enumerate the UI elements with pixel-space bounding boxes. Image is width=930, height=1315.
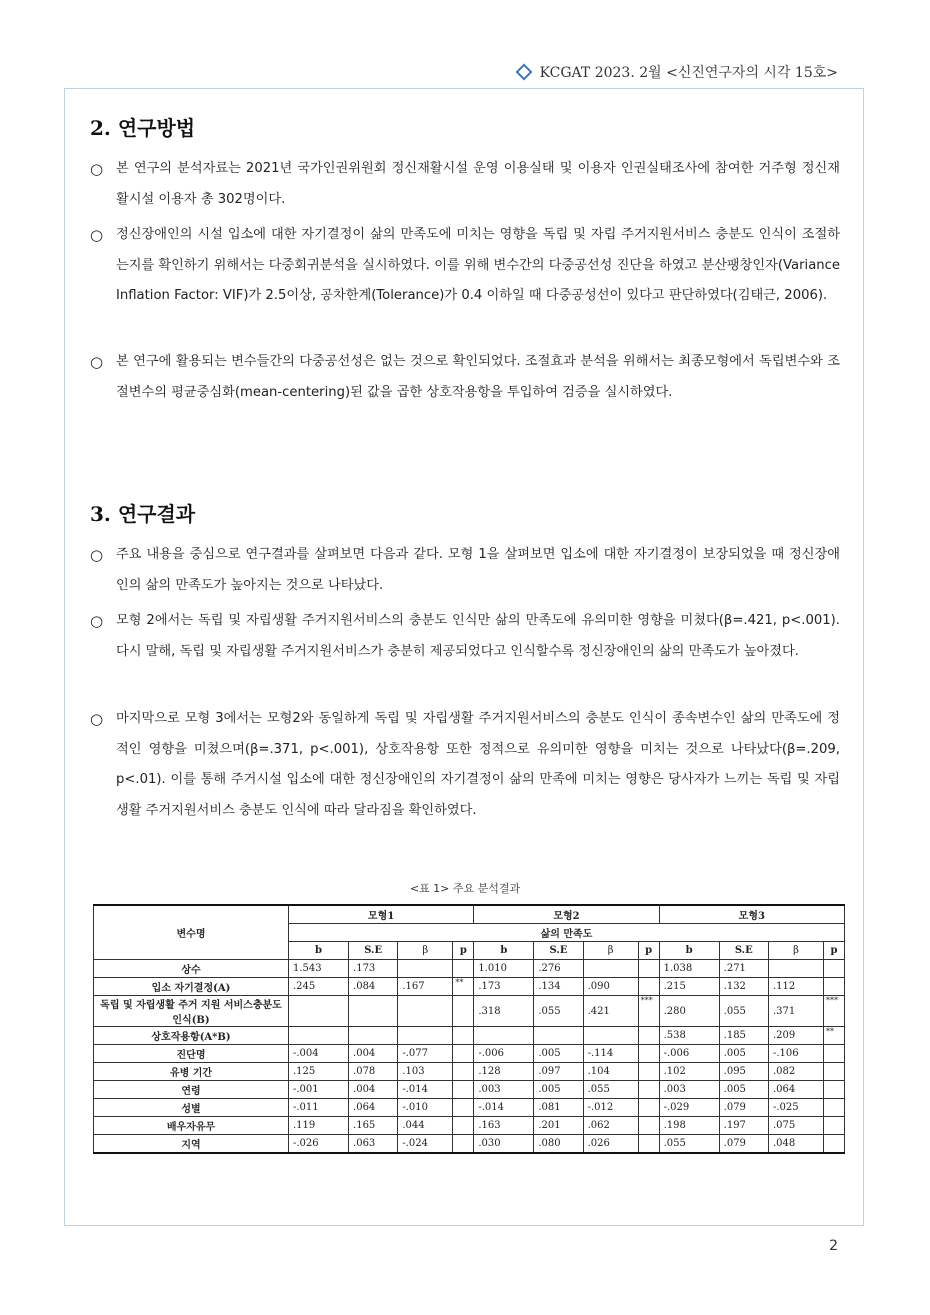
value-cell: -.006 [659,1045,719,1063]
value-cell: .080 [534,1135,583,1154]
significance-cell [453,960,474,978]
list-item [90,154,840,215]
value-cell: .084 [349,978,398,996]
list-item [90,606,840,667]
value-cell: .005 [719,1045,768,1063]
value-cell: .079 [719,1099,768,1117]
row-label: 상호작용항(A*B) [94,1027,289,1045]
row-label: 독립 및 자립생활 주거 지원 서비스충분도 인식(B) [94,996,289,1027]
column-header: S.E [719,942,768,960]
model-header: 모형1 [289,905,474,924]
column-header: p [638,942,659,960]
value-cell: .064 [349,1099,398,1117]
row-label: 배우자유무 [94,1117,289,1135]
value-cell: .090 [583,978,638,996]
value-cell [349,996,398,1027]
significance-cell [638,1081,659,1099]
significance-cell [453,996,474,1027]
value-cell: .030 [474,1135,534,1154]
model-header: 모형2 [474,905,659,924]
value-cell: .063 [349,1135,398,1154]
row-label: 진단명 [94,1045,289,1063]
value-cell [349,1027,398,1045]
significance-cell [638,978,659,996]
value-cell: .062 [583,1117,638,1135]
value-cell: .075 [768,1117,823,1135]
significance-cell [453,1117,474,1135]
row-label: 유병 기간 [94,1063,289,1081]
value-cell: .421 [583,996,638,1027]
paragraph-text: 본 연구의 분석자료는 2021년 국가인권위원회 정신재활시설 운영 이용실태 및 이용자 인권실태조사에 참여한 거주형 정신재활시설 이용자 총 302명이다. [116,161,840,207]
value-cell: .201 [534,1117,583,1135]
value-cell: .055 [719,996,768,1027]
paragraph-text: 본 연구에 활용되는 변수들간의 다중공선성은 없는 것으로 확인되었다. 조절효과 분석을 위해서는 최종모형에서 독립변수와 조절변수의 평균중심화(mean-centering)된 값을 곱한 상호작용항을 투입하여 검증을 실시하였다. [116,354,840,400]
bullet-circle-icon: ○ [90,546,104,564]
results-table [93,904,845,1154]
column-header: β [583,942,638,960]
value-cell: .005 [534,1081,583,1099]
table-row [94,1081,845,1099]
significance-cell [824,1063,845,1081]
value-cell: .055 [534,996,583,1027]
value-cell [534,1027,583,1045]
var-header: 변수명 [94,905,289,960]
value-cell: -.011 [289,1099,349,1117]
diamond-icon [515,64,532,81]
value-cell: -.014 [398,1081,453,1099]
header-text: KCGAT 2023. 2월 <신진연구자의 시각 15호> [539,65,838,81]
significance-cell [638,1099,659,1117]
value-cell: .209 [768,1027,823,1045]
paragraph-text: 모형 2에서는 독립 및 자립생활 주거지원서비스의 충분도 인식만 삶의 만족도에 유의미한 영향을 미쳤다(β=.421, p<.001). 다시 말해, 독립 및 자립생활 주거지원서비스가 충분히 제공되었다고 인식할수록 정신장애인의 삶의 만족도가 높아졌다. [116,613,840,659]
value-cell [583,1027,638,1045]
row-label: 성별 [94,1099,289,1117]
model-header: 모형3 [659,905,844,924]
value-cell: .078 [349,1063,398,1081]
row-label: 상수 [94,960,289,978]
value-cell: -.077 [398,1045,453,1063]
column-header: β [398,942,453,960]
value-cell [289,1027,349,1045]
value-cell: .055 [583,1081,638,1099]
row-label: 입소 자기결정(A) [94,978,289,996]
value-cell [768,960,823,978]
significance-cell [638,1027,659,1045]
value-cell: -.106 [768,1045,823,1063]
value-cell: 1.038 [659,960,719,978]
list-item [90,704,840,826]
significance-cell [638,1135,659,1154]
value-cell: .125 [289,1063,349,1081]
value-cell: .119 [289,1117,349,1135]
bullet-circle-icon: ○ [90,160,104,178]
column-header: β [768,942,823,960]
significance-cell [453,1027,474,1045]
value-cell: -.025 [768,1099,823,1117]
significance-cell [824,1045,845,1063]
row-label: 연령 [94,1081,289,1099]
column-header: p [453,942,474,960]
value-cell: -.029 [659,1099,719,1117]
value-cell: .271 [719,960,768,978]
significance-cell: *** [824,996,845,1027]
list-item [90,220,840,312]
value-cell: .167 [398,978,453,996]
value-cell: .197 [719,1117,768,1135]
value-cell: -.004 [289,1045,349,1063]
value-cell: -.014 [474,1099,534,1117]
column-header: S.E [534,942,583,960]
bullet-circle-icon: ○ [90,710,104,728]
table-header-row [94,905,845,924]
significance-cell: ** [453,978,474,996]
table-caption: <표 1> 주요 분석결과 [409,882,521,895]
significance-cell [453,1135,474,1154]
row-label: 지역 [94,1135,289,1154]
value-cell: .004 [349,1081,398,1099]
value-cell: .103 [398,1063,453,1081]
value-cell: .048 [768,1135,823,1154]
value-cell: .064 [768,1081,823,1099]
value-cell: -.026 [289,1135,349,1154]
value-cell: -.114 [583,1045,638,1063]
value-cell [583,960,638,978]
value-cell: .055 [659,1135,719,1154]
value-cell: .003 [474,1081,534,1099]
table-row [94,1135,845,1154]
significance-cell [824,1099,845,1117]
bullet-circle-icon: ○ [90,353,104,371]
table-row [94,1117,845,1135]
value-cell: .163 [474,1117,534,1135]
value-cell: -.024 [398,1135,453,1154]
value-cell: .026 [583,1135,638,1154]
dependent-header: 삶의 만족도 [289,924,845,942]
significance-cell [824,978,845,996]
value-cell: .215 [659,978,719,996]
section-title-results: 3. 연구결과 [90,502,196,526]
value-cell: .112 [768,978,823,996]
value-cell: .104 [583,1063,638,1081]
significance-cell: ** [824,1027,845,1045]
value-cell: -.012 [583,1099,638,1117]
value-cell: 1.010 [474,960,534,978]
value-cell: .318 [474,996,534,1027]
value-cell [398,1027,453,1045]
bullet-circle-icon: ○ [90,612,104,630]
significance-cell [824,1117,845,1135]
table-row [94,996,845,1027]
value-cell: .095 [719,1063,768,1081]
table-row [94,1063,845,1081]
significance-cell [638,1063,659,1081]
section-title-methods: 2. 연구방법 [90,116,196,140]
paragraph-text: 정신장애인의 시설 입소에 대한 자기결정이 삶의 만족도에 미치는 영향을 독립 및 자립 주거지원서비스 충분도 인식이 조절하는지를 확인하기 위해서는 다중회귀분석을 실시하였다. 이를 위해 변수간의 다중공선성 진단을 하였고 분산팽창인자(Variance Inflation Factor: VIF)가 2.5이상, 공차한계(Tolerance)가 0.4 이하일 때 다중공성선이 있다고 판단하였다(김태근, 2006). [116,227,840,303]
list-item [90,540,840,601]
value-cell: .132 [719,978,768,996]
value-cell: .185 [719,1027,768,1045]
significance-cell [638,960,659,978]
value-cell [474,1027,534,1045]
table-row [94,960,845,978]
paragraph-text: 마지막으로 모형 3에서는 모형2와 동일하게 독립 및 자립생활 주거지원서비스의 충분도 인식이 종속변수인 삶의 만족도에 정적인 영향을 미쳤으며(β=.371, p<.001), 상호작용항 또한 정적으로 유의미한 영향을 미치는 것으로 나타났다(β=.209, p<.01). 이를 통해 주거시설 입소에 대한 정신장애인의 자기결정이 삶의 만족에 미치는 영향은 당사자가 느끼는 독립 및 자립생활 주거지원서비스 충분도 인식에 따라 달라짐을 확인하였다. [116,711,840,818]
value-cell: 1.543 [289,960,349,978]
value-cell [289,996,349,1027]
value-cell: .198 [659,1117,719,1135]
table-row [94,1099,845,1117]
value-cell: .097 [534,1063,583,1081]
table-row [94,1027,845,1045]
value-cell: .005 [534,1045,583,1063]
value-cell: .128 [474,1063,534,1081]
significance-cell [824,960,845,978]
value-cell: .173 [474,978,534,996]
significance-cell [824,1135,845,1154]
value-cell: .081 [534,1099,583,1117]
value-cell: .082 [768,1063,823,1081]
significance-cell [453,1045,474,1063]
significance-cell [453,1081,474,1099]
column-header: b [474,942,534,960]
value-cell: .280 [659,996,719,1027]
page-header [518,62,838,82]
value-cell: .371 [768,996,823,1027]
value-cell: .538 [659,1027,719,1045]
value-cell: .173 [349,960,398,978]
column-header: b [289,942,349,960]
column-header: p [824,942,845,960]
significance-cell: *** [638,996,659,1027]
significance-cell [638,1045,659,1063]
significance-cell [824,1081,845,1099]
value-cell [398,960,453,978]
list-item [90,347,840,408]
value-cell: -.010 [398,1099,453,1117]
value-cell [398,996,453,1027]
paragraph-text: 주요 내용을 중심으로 연구결과를 살펴보면 다음과 같다. 모형 1을 살펴보면 입소에 대한 자기결정이 보장되었을 때 정신장애인의 삶의 만족도가 높아지는 것으로 나타났다. [116,547,840,593]
column-header: b [659,942,719,960]
value-cell: -.006 [474,1045,534,1063]
value-cell: -.001 [289,1081,349,1099]
table-row [94,1045,845,1063]
significance-cell [453,1063,474,1081]
bullet-circle-icon: ○ [90,226,104,244]
value-cell: .276 [534,960,583,978]
value-cell: .134 [534,978,583,996]
page-number: 2 [829,1238,838,1254]
value-cell: .044 [398,1117,453,1135]
value-cell: .079 [719,1135,768,1154]
value-cell: .245 [289,978,349,996]
table-row [94,978,845,996]
value-cell: .004 [349,1045,398,1063]
significance-cell [453,1099,474,1117]
value-cell: .003 [659,1081,719,1099]
significance-cell [638,1117,659,1135]
value-cell: .005 [719,1081,768,1099]
value-cell: .165 [349,1117,398,1135]
column-header: S.E [349,942,398,960]
value-cell: .102 [659,1063,719,1081]
